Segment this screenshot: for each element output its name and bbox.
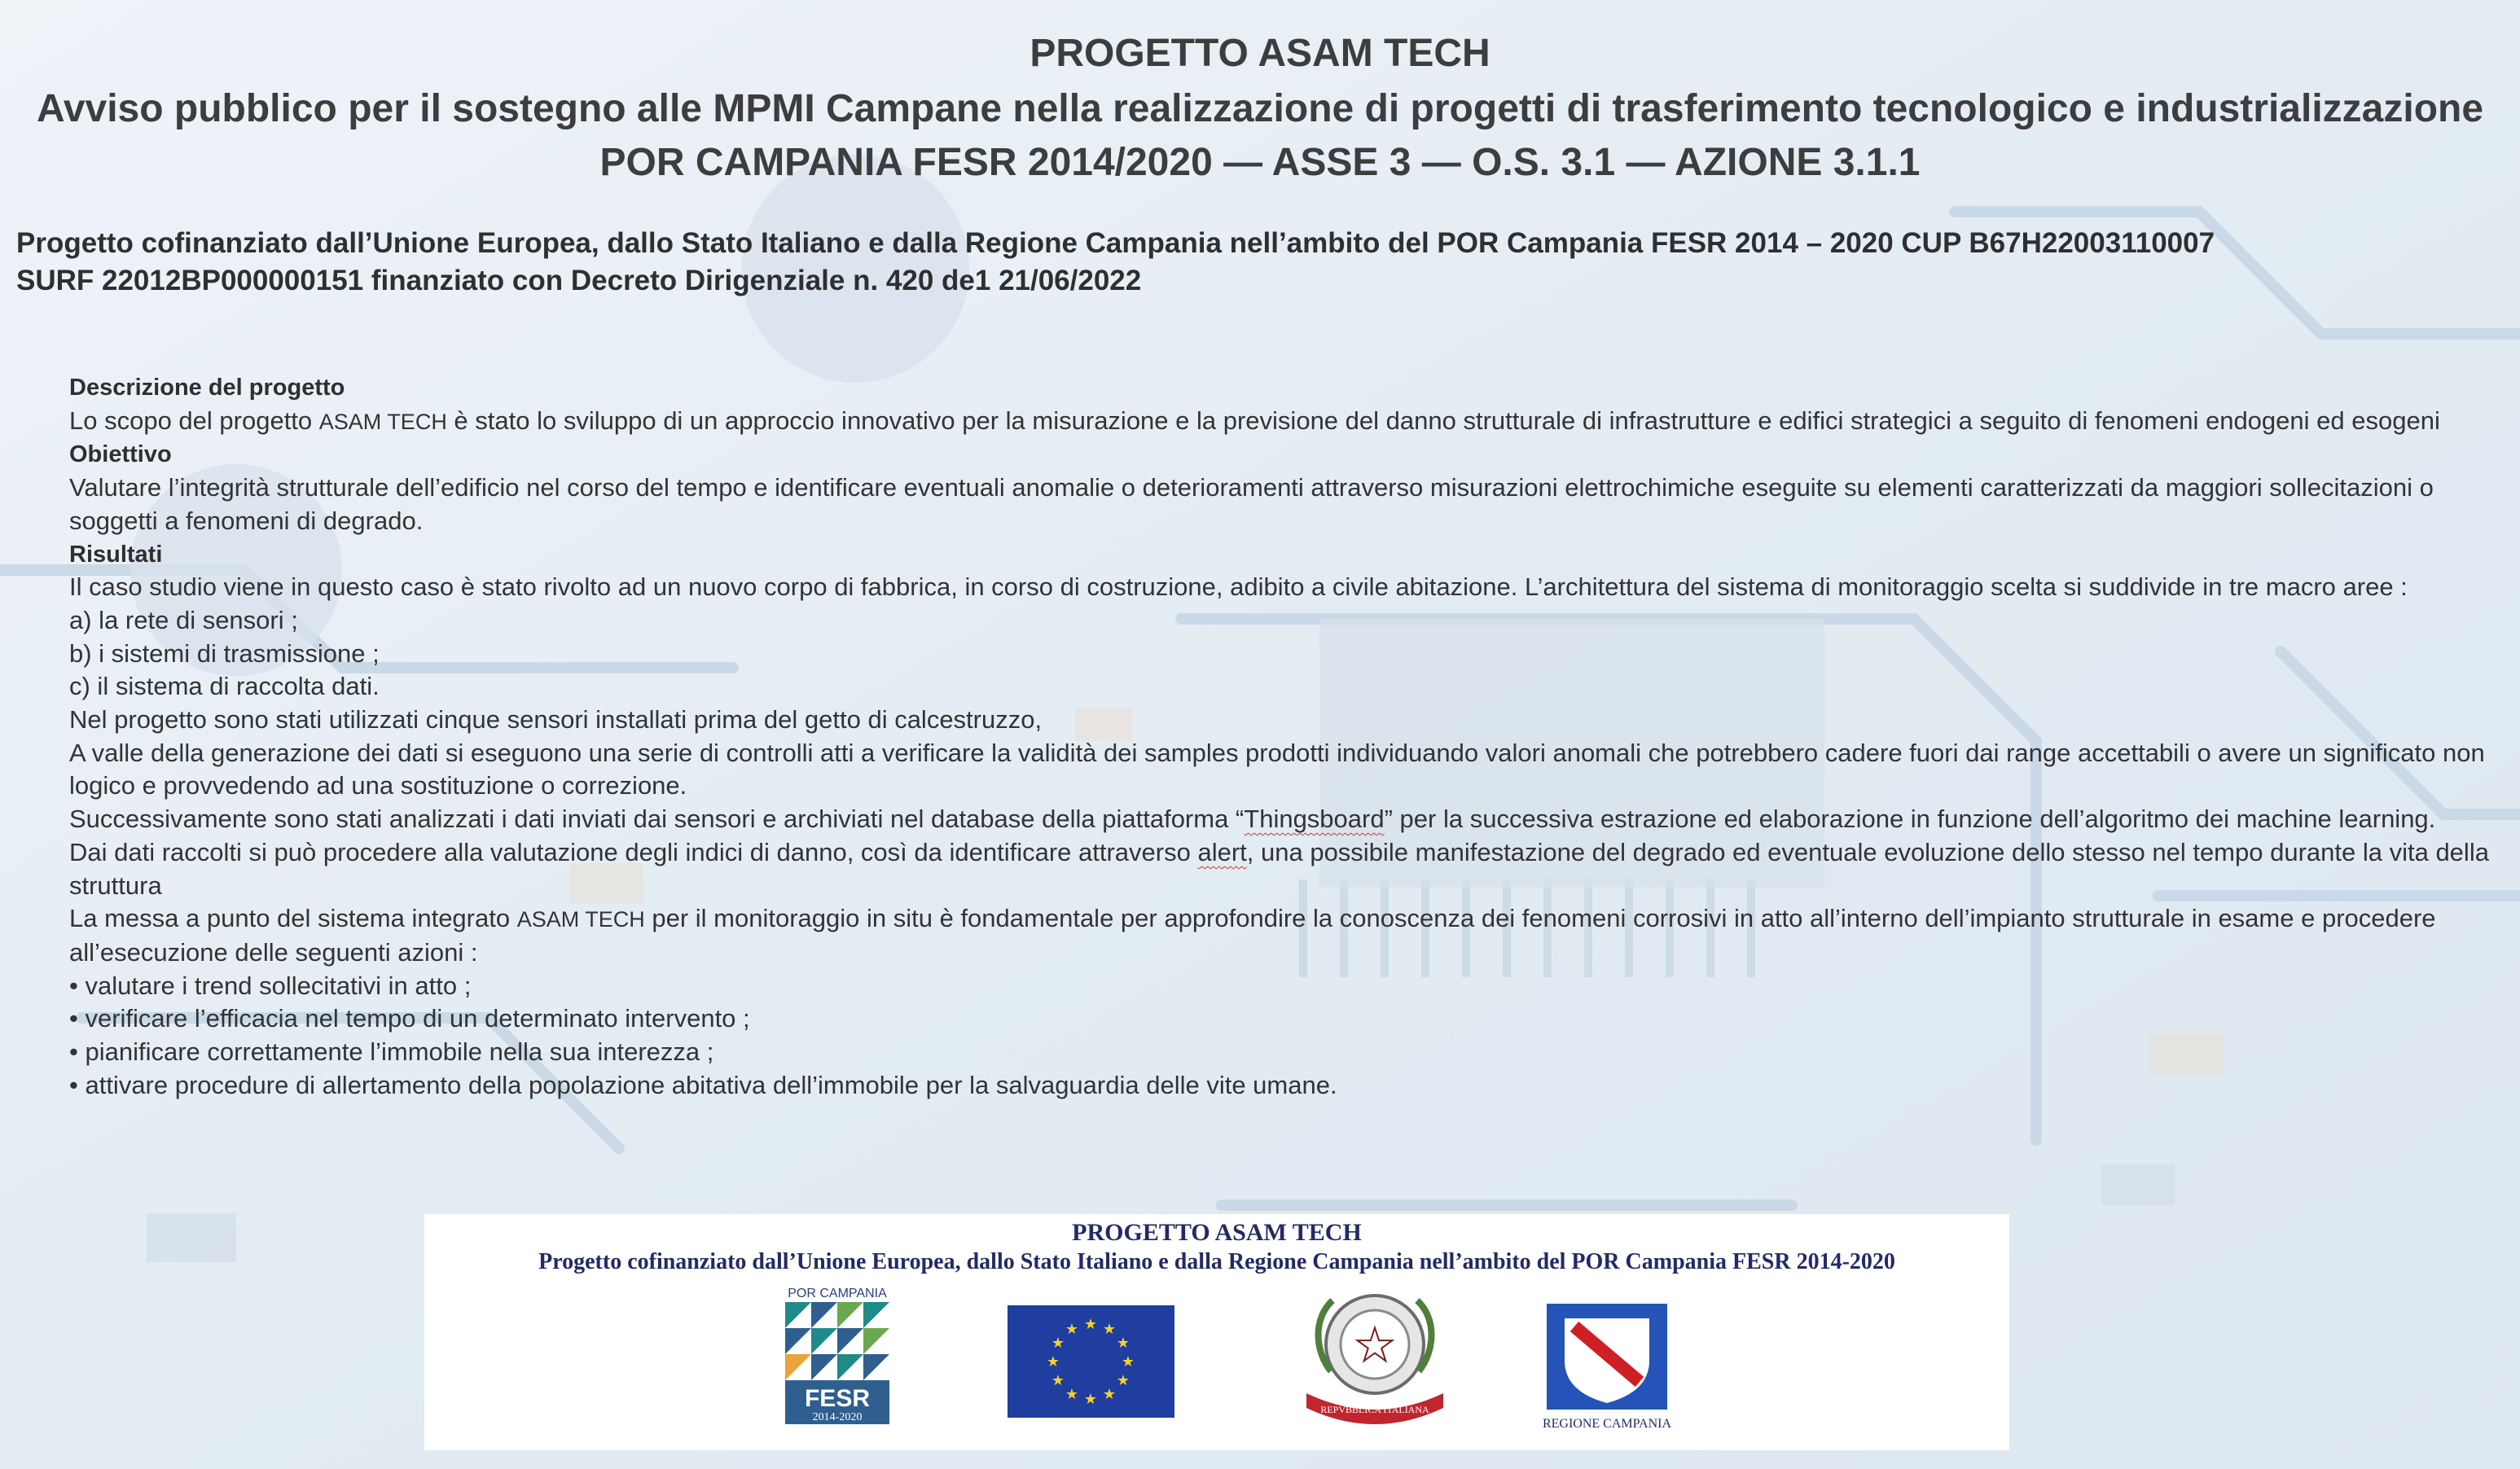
regione-campania-label: REGIONE CAMPANIA [1542, 1417, 1672, 1431]
cofinancing-line-1: Progetto cofinanziato dall’Unione Europea, dallo Stato Italiano e dalla Regione Campania nell’ambito del POR Campania FESR 2014 – 2020 CUP B67H22003110007 [16, 227, 2215, 259]
call-title: Avviso pubblico per il sostegno alle MPMI Campane nella realizzazione di progetti di trasferimento tecnologico e industrializzazione [36, 87, 2484, 130]
svg-text:★: ★ [1354, 1319, 1396, 1372]
fesr-label: FESR [804, 1385, 871, 1412]
svg-text:★: ★ [1051, 1372, 1065, 1389]
svg-text:★: ★ [1051, 1335, 1065, 1352]
footer-subtitle: Progetto cofinanziato dall’Unione Europea, dallo Stato Italiano e dalla Regione Campania nell’ambito del POR Campania FESR 2014-2020 [538, 1249, 1895, 1274]
footer-title: PROGETTO ASAM TECH [1072, 1219, 1362, 1246]
bullet-item: • attivare procedure di allertamento della popolazione abitativa dell’immobile per la salvaguardia delle vite umane. [69, 1070, 1337, 1099]
svg-text:★: ★ [1121, 1353, 1135, 1370]
por-campania-fesr-logo [785, 1284, 889, 1424]
funding-footer [424, 1214, 2009, 1450]
list-item: c) il sistema di raccolta dati. [69, 672, 380, 701]
obiettivo-text: Valutare l’integrità strutturale dell’edificio nel corso del tempo e identificare eventuali anomalie o deterioramenti attraverso misurazioni elettrochimiche eseguite su elementi caratterizzati da maggiori sollecitazioni o soggetti a fenomeni di degrado. [69, 473, 2434, 535]
svg-text:★: ★ [1046, 1353, 1060, 1370]
svg-text:★: ★ [1083, 1391, 1098, 1408]
successivamente-paragraph: Successivamente sono stati analizzati i dati inviati dai sensori e archiviati nel database della piattaforma “Thingsboard” per la successiva estrazione ed elaborazione in funzione dell’algoritmo dei machine learning. [69, 805, 2436, 834]
svg-text:★: ★ [1116, 1372, 1130, 1389]
descrizione-heading: Descrizione del progetto [69, 375, 345, 401]
page-title: PROGETTO ASAM TECH [1030, 32, 1490, 75]
risultati-heading: Risultati [69, 541, 163, 568]
sensori-paragraph: Nel progetto sono stati utilizzati cinque sensori installati prima del getto di calcestruzzo, [69, 705, 1043, 734]
svg-text:★: ★ [1102, 1386, 1117, 1403]
regione-campania-logo [1532, 1304, 1695, 1434]
program-title: POR CAMPANIA FESR 2014/2020 — ASSE 3 — O.S. 3.1 — AZIONE 3.1.1 [599, 141, 1921, 184]
cofinancing-line-2: SURF 22012BP000000151 finanziato con Decreto Dirigenziale n. 420 de1 21/06/2022 [16, 265, 1142, 296]
dati-paragraph: Dai dati raccolti si può procedere alla valutazione degli indici di danno, così da identificare attraverso alert, una possibile manifestazione del degrado ed eventuale evoluzione dello stesso nel tempo durante la vita della struttura [69, 837, 2489, 900]
bullet-item: • pianificare correttamente l’immobile nella sua interezza ; [69, 1037, 714, 1067]
valle-paragraph: A valle della generazione dei dati si eseguono una serie di controlli atti a verificare la validità dei samples prodotti individuando valori anomali che potrebbero cadere fuori dai range accettabili o avere un significato non logico e provvedendo ad una sostituzione o correzione. [69, 738, 2485, 800]
descrizione-text: Lo scopo del progetto ASAM TECH è stato lo sviluppo di un approccio innovativo per la misurazione e la previsione del danno strutturale di infrastrutture e edifici strategici a seguito di fenomeni endogeni ed esogeni [69, 406, 2440, 435]
list-item: a) la rete di sensori ; [69, 605, 298, 634]
bullet-item: • verificare l’efficacia nel tempo di un determinato intervento ; [69, 1004, 750, 1033]
eu-flag-logo [1008, 1305, 1174, 1418]
svg-text:★: ★ [1065, 1386, 1079, 1403]
svg-text:★: ★ [1116, 1335, 1130, 1352]
spellcheck-word: Thingsboard [1244, 805, 1385, 834]
por-campania-label: POR CAMPANIA [788, 1287, 887, 1300]
messa-paragraph: La messa a punto del sistema integrato ASAM TECH per il monitoraggio in situ è fondamentale per approfondire la conoscenza dei fenomeni corrosivi in atto all’interno dell’impianto strutturale in esame e procedere all’esecuzione delle seguenti azioni : [69, 904, 2436, 967]
svg-text:★: ★ [1083, 1316, 1098, 1333]
fesr-years-label: 2014-2020 [812, 1411, 863, 1423]
fesr-mosaic [785, 1302, 889, 1380]
repubblica-label: REPVBBLICA ITALIANA [1320, 1404, 1429, 1415]
obiettivo-heading: Obiettivo [69, 441, 172, 468]
brand-name: ASAM TECH [318, 409, 447, 434]
risultati-paragraph: Il caso studio viene in questo caso è stato rivolto ad un nuovo corpo di fabbrica, in corso di costruzione, adibito a civile abitazione. L’architettura del sistema di monitoraggio scelta si suddivide in tre macro aree : [69, 572, 2408, 602]
spellcheck-word: alert [1197, 837, 1247, 866]
svg-text:★: ★ [1102, 1321, 1117, 1338]
bullet-item: • valutare i trend sollecitativi in atto ; [69, 971, 472, 1000]
project-description [69, 371, 2500, 1102]
svg-text:★: ★ [1065, 1321, 1079, 1338]
italian-republic-emblem [1298, 1286, 1451, 1424]
list-item: b) i sistemi di trasmissione ; [69, 638, 380, 668]
brand-name: ASAM TECH [516, 907, 645, 932]
